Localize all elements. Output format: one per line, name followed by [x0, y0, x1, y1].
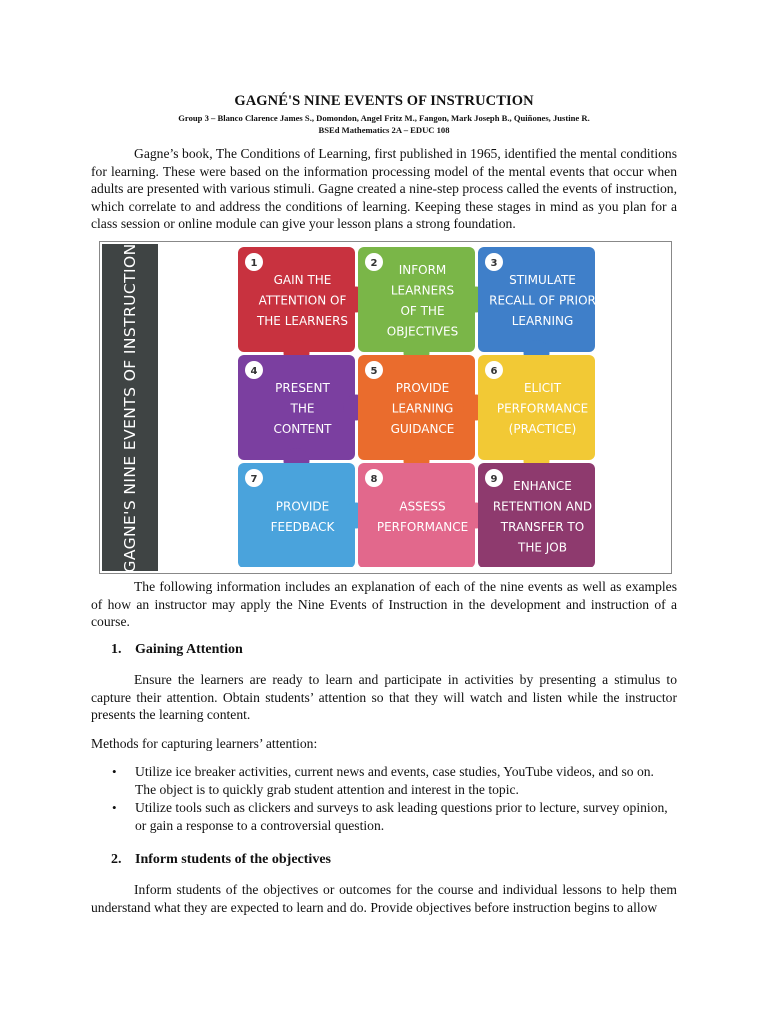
step-label-line: GAIN THE	[273, 273, 332, 287]
after-figure-paragraph: The following information includes an explanation of each of the nine events as well as examples of how an instructor may apply the Nine Events of Instruction in the development and instruction of a course.	[91, 579, 677, 629]
section1-paragraph: Ensure the learners are ready to learn and participate in activities by presenting a stimulus to capture their attention. Obtain students’ attention so that they will watch and listen while the instructor presents the learning content.	[91, 672, 677, 722]
step-label-line: PRESENT	[275, 381, 330, 395]
step-label	[391, 381, 455, 436]
step-label-line: OF THE	[400, 303, 445, 318]
document-title: GAGNÉ'S NINE EVENTS OF INSTRUCTION	[234, 93, 534, 109]
nine-events-figure	[99, 241, 672, 574]
figure-side-title: GAGNE'S NINE EVENTS OF INSTRUCTION	[121, 243, 139, 573]
course-line: BSEd Mathematics 2A – EDUC 108	[318, 125, 450, 135]
methods-label: Methods for capturing learners’ attention:	[91, 736, 318, 751]
step-number: 5	[370, 366, 378, 377]
list-item-text: Utilize tools such as clickers and surveys to ask leading questions prior to lecture, survey opinion, or gain a response to a controversial question.	[135, 800, 668, 833]
step-label-line: RECALL OF PRIOR	[489, 293, 596, 308]
step-label-line: CONTENT	[273, 422, 332, 436]
step-number: 8	[370, 474, 378, 485]
section2-heading	[111, 852, 331, 868]
step-label-line: ASSESS	[399, 499, 446, 514]
step-number: 3	[490, 258, 498, 269]
step-label-line: LEARNERS	[390, 283, 455, 298]
step-label-line: INFORM	[398, 262, 447, 277]
step-label-line: ATTENTION OF	[258, 293, 347, 308]
step-label-line: FEEDBACK	[270, 519, 335, 534]
section2-number: 2.	[111, 852, 122, 867]
step-label-line: RETENTION AND	[492, 499, 593, 514]
step-label-line: PERFORMANCE	[376, 519, 469, 534]
step-label-line: (PRACTICE)	[508, 422, 577, 436]
step-number: 9	[490, 474, 498, 485]
step-label-line: PROVIDE	[275, 499, 330, 514]
step-label-line: PERFORMANCE	[496, 401, 589, 416]
step-number: 6	[490, 366, 498, 377]
document-authors	[0, 112, 768, 136]
section2-paragraph: Inform students of the objectives or outcomes for the course and individual lessons to help them understand what they are expected to learn and do. Provide objectives before instruction begins to allow	[91, 882, 677, 915]
intro-paragraph: Gagne’s book, The Conditions of Learning, first published in 1965, identified the mental conditions for learning. These were based on the information processing model of the mental events that occur when adults are presented with various stimuli. Gagne created a nine-step process called the events of instruction, which correlate to and address the conditions of learning. Keeping these stages in mind as you plan for a class session or online module can give your lesson plans a strong foundation.	[91, 146, 677, 231]
section1-title: Gaining Attention	[135, 642, 243, 657]
step-label-line: PROVIDE	[395, 381, 450, 395]
section1-heading	[111, 642, 243, 658]
section2-title: Inform students of the objectives	[135, 852, 331, 867]
step-label-line: ELICIT	[523, 381, 562, 395]
figure-side-bar	[102, 244, 158, 571]
authors-line: Group 3 – Blanco Clarence James S., Domondon, Angel Fritz M., Fangon, Mark Joseph B., Quiñones, Justine R.	[178, 113, 590, 123]
step-label-line: THE	[290, 401, 315, 416]
step-label-line: STIMULATE	[509, 273, 576, 287]
section1-number: 1.	[111, 642, 122, 657]
step-number: 7	[250, 474, 258, 485]
list-item	[112, 763, 678, 798]
step-label-line: LEARNING	[511, 314, 574, 328]
step-label-line: THE JOB	[518, 540, 567, 555]
step-label-line: GUIDANCE	[390, 422, 455, 436]
step-label-line: TRANSFER TO	[500, 519, 585, 534]
step-label-line: OBJECTIVES	[386, 324, 459, 339]
step-label-line: ENHANCE	[513, 478, 572, 493]
step-number: 2	[370, 258, 378, 269]
bullet-icon: •	[112, 800, 117, 815]
step-label-line: THE LEARNERS	[256, 314, 349, 328]
step-number: 4	[250, 366, 258, 377]
methods-list	[112, 763, 678, 835]
step-number: 1	[250, 258, 258, 269]
list-item	[112, 799, 678, 834]
step-label-line: LEARNING	[391, 401, 454, 416]
list-item-text: Utilize ice breaker activities, current news and events, case studies, YouTube videos, and so on. The object is to quickly grab student attention and interest in the topic.	[135, 764, 654, 797]
bullet-icon: •	[112, 764, 117, 779]
puzzle-graphic	[238, 247, 598, 567]
